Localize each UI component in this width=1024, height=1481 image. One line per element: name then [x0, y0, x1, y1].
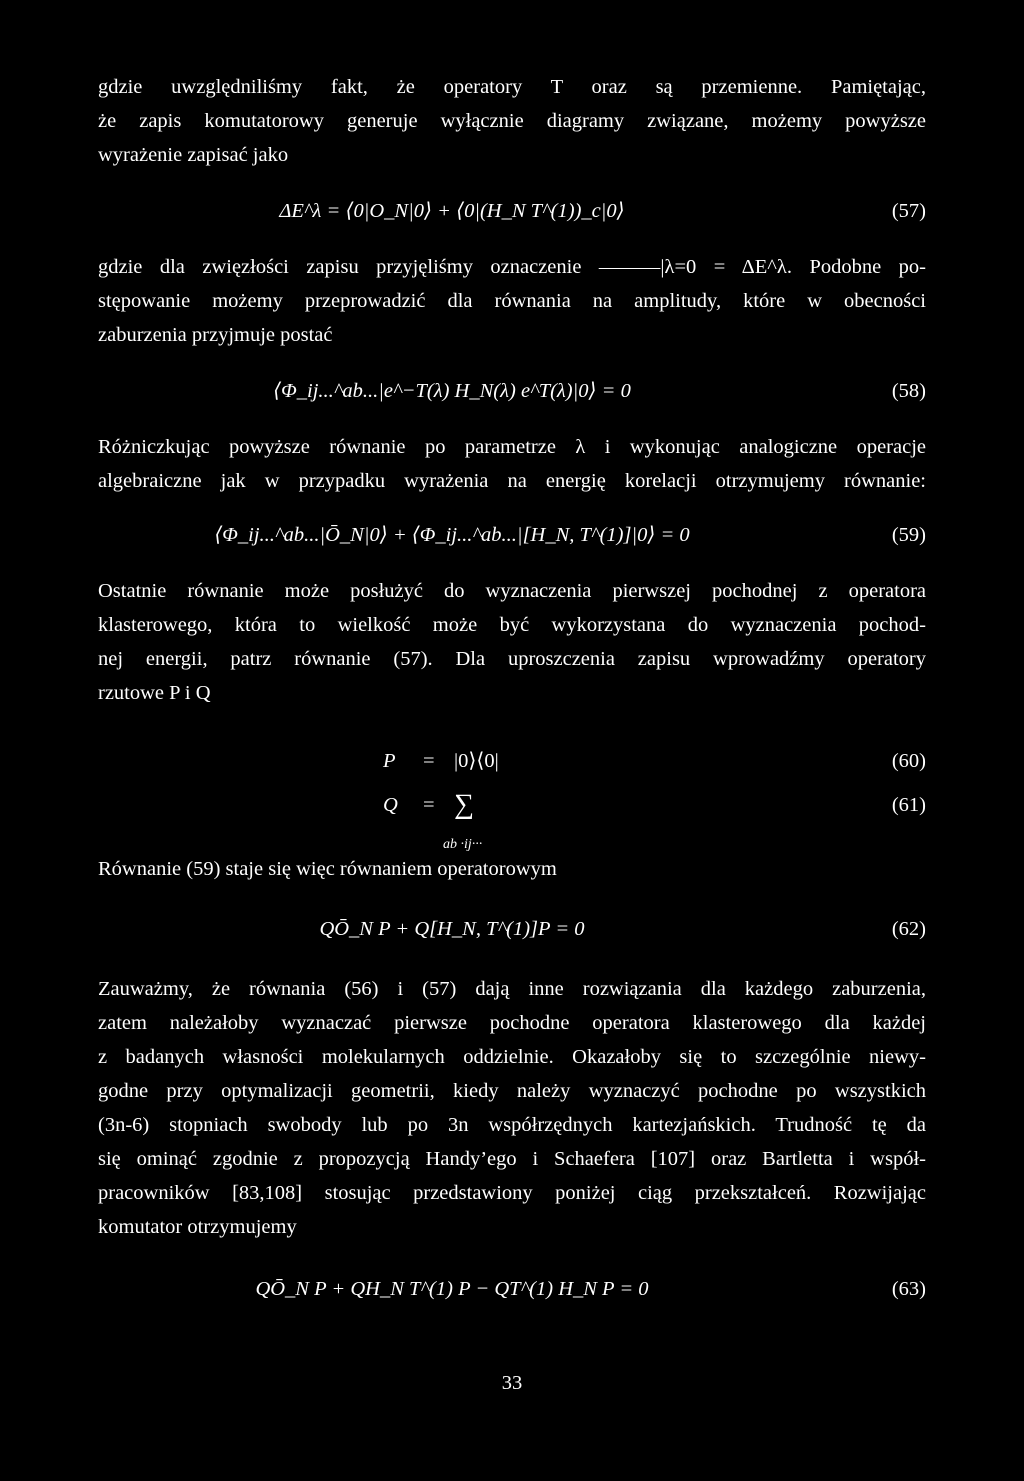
text-line: zatem należałoby wyznaczać pierwsze pochodne operatora klasterowego dla każdej: [98, 1012, 926, 1034]
equation-60: [98, 744, 926, 778]
equation-body: ΔE^λ = ⟨0|O_N|0⟩ + ⟨0|(H_N T^(1))_c|0⟩: [279, 200, 625, 222]
text-line: Zauważmy, że równania (56) i (57) dają inne rozwiązania dla każdego zaburzenia,: [98, 978, 926, 1000]
equation-lhs: Q: [383, 794, 398, 816]
equation-lhs: P: [383, 750, 396, 772]
text-line: Różniczkując powyższe równanie po parametrze λ i wykonując analogiczne operacje: [98, 436, 926, 458]
text-line: (3n-6) stopniach swobody lub po 3n współrzędnych kartezjańskich. Trudność tę da: [98, 1114, 926, 1136]
text-line: że zapis komutatorowy generuje wyłącznie diagramy związane, możemy powyższe: [98, 110, 926, 132]
equation-57: [98, 194, 926, 228]
paragraph-6: [98, 972, 926, 1244]
equation-operator: =: [423, 750, 435, 772]
paragraph-2: [98, 250, 926, 352]
equation-63: [98, 1272, 926, 1306]
text-line: algebraiczne jak w przypadku wyrażenia na energię korelacji otrzymujemy równanie:: [98, 470, 926, 492]
text-line: się ominąć zgodnie z propozycją Handy’ego i Schaefera [107] oraz Bartletta i współ-: [98, 1148, 926, 1170]
equation-number: (58): [891, 380, 926, 402]
paragraph-4: [98, 574, 926, 710]
text-line: komutator otrzymujemy: [98, 1216, 297, 1238]
equation-number: (63): [891, 1278, 926, 1300]
equation-body: QŌ_N P + QH_N T^(1) P − QT^(1) H_N P = 0: [255, 1278, 649, 1300]
sum-subscript: ab ·ij···: [443, 837, 483, 852]
text-line: gdzie uwzględniliśmy fakt, że operatory T oraz są przemienne. Pamiętając,: [98, 76, 926, 98]
text-line: gdzie dla zwięzłości zapisu przyjęliśmy oznaczenie ———|λ=0 = ΔE^λ. Podobne po-: [98, 256, 926, 278]
text-line: Ostatnie równanie może posłużyć do wyznaczenia pierwszej pochodnej z operatora: [98, 580, 926, 602]
equation-rhs: |0⟩⟨0|: [454, 750, 499, 772]
equation-body: QŌ_N P + Q[H_N, T^(1)]P = 0: [319, 918, 585, 940]
equation-operator: =: [423, 794, 435, 816]
equation-61: [98, 788, 926, 852]
equation-body: ⟨Φ_ij...^ab...|e^−T(λ) H_N(λ) e^T(λ)|0⟩ = 0: [273, 380, 631, 402]
equation-58: [98, 374, 926, 408]
equation-number: (60): [891, 750, 926, 772]
equation-body: ⟨Φ_ij...^ab...|Ō_N|0⟩ + ⟨Φ_ij...^ab...|[H_N, T^(1)]|0⟩ = 0: [214, 524, 690, 546]
text-line: godne przy optymalizacji geometrii, kiedy należy wyznaczyć pochodne po wszystkich: [98, 1080, 926, 1102]
equation-number: (57): [891, 200, 926, 222]
equation-59: [98, 518, 926, 552]
sum-symbol: ∑: [454, 789, 474, 820]
paragraph-5: [98, 852, 926, 886]
equation-62: [98, 912, 926, 946]
text-line: z badanych własności molekularnych oddzielnie. Okazałoby się to szczególnie niewy-: [98, 1046, 926, 1068]
paragraph-3: [98, 430, 926, 498]
text-line: nej energii, patrz równanie (57). Dla uproszczenia zapisu wprowadźmy operatory: [98, 648, 926, 670]
equation-number: (62): [891, 918, 926, 940]
text-line: wyrażenie zapisać jako: [98, 144, 289, 166]
text-line: Równanie (59) staje się więc równaniem operatorowym: [98, 858, 557, 880]
text-line: rzutowe P i Q: [98, 682, 211, 704]
equation-number: (61): [891, 794, 926, 816]
text-line: klasterowego, która to wielkość może być wykorzystana do wyznaczenia pochod-: [98, 614, 926, 636]
equation-number: (59): [891, 524, 926, 546]
page-number: 33: [501, 1372, 523, 1394]
text-line: stępowanie możemy przeprowadzić dla równania na amplitudy, które w obecności: [98, 290, 926, 312]
text-line: pracowników [83,108] stosując przedstawiony poniżej ciąg przekształceń. Rozwijając: [98, 1182, 926, 1204]
paragraph-1: [98, 70, 926, 172]
text-line: zaburzenia przyjmuje postać: [98, 324, 333, 346]
page-body: [98, 70, 926, 1330]
